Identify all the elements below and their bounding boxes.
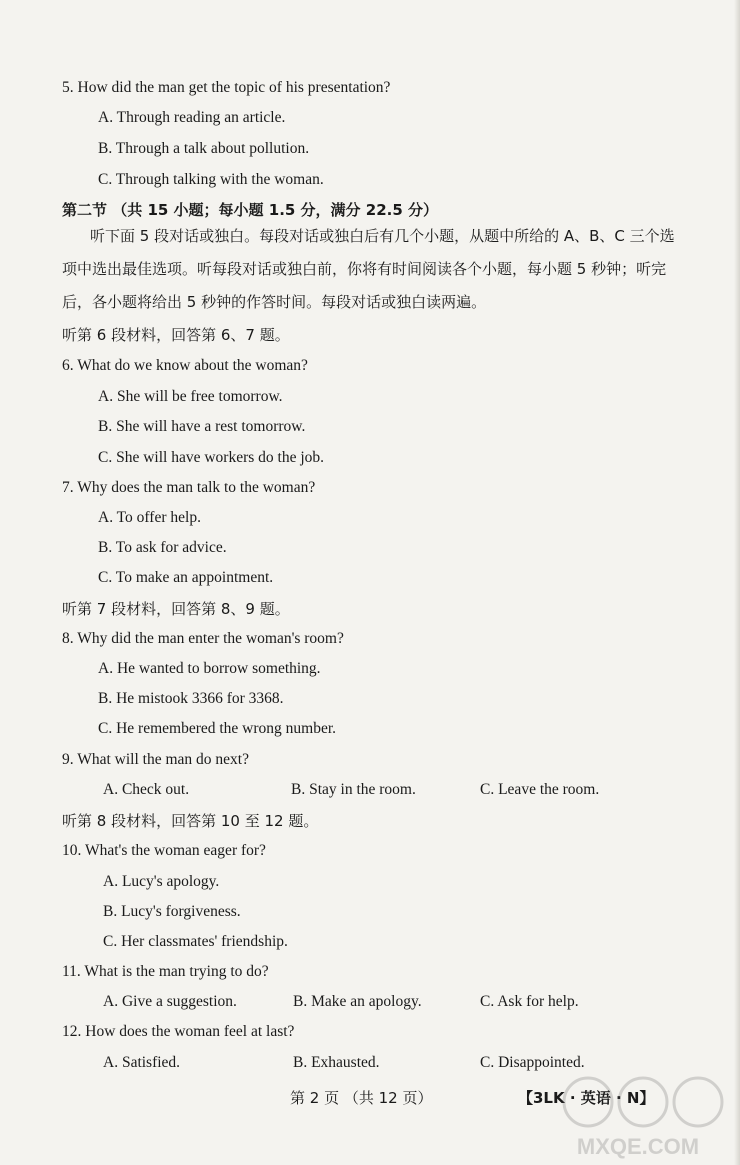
option-10c: C. Her classmates' friendship. xyxy=(103,933,288,950)
option-11c: C. Ask for help. xyxy=(480,993,579,1010)
option-9a: A. Check out. xyxy=(103,781,190,798)
option-6a: A. She will be free tomorrow. xyxy=(98,388,283,405)
question-12: 12. How does the woman feel at last? xyxy=(62,1023,295,1040)
question-9: 9. What will the man do next? xyxy=(62,751,249,768)
page-number: 第 2 页 （共 12 页） xyxy=(290,1089,433,1107)
option-9c: C. Leave the room. xyxy=(480,781,600,798)
question-11: 11. What is the man trying to do? xyxy=(62,963,269,980)
option-6b: B. She will have a rest tomorrow. xyxy=(98,418,306,435)
option-7a: A. To offer help. xyxy=(98,509,201,526)
option-6c: C. She will have workers do the job. xyxy=(98,449,325,466)
option-8b: B. He mistook 3366 for 3368. xyxy=(98,690,284,707)
option-5b: B. Through a talk about pollution. xyxy=(98,140,310,157)
option-8a: A. He wanted to borrow something. xyxy=(98,660,321,677)
option-10a: A. Lucy's apology. xyxy=(103,873,220,890)
option-11a: A. Give a suggestion. xyxy=(103,993,237,1010)
question-5: 5. How did the man get the topic of his presentation? xyxy=(62,79,391,96)
material-label-7: 听第 7 段材料，回答第 8、9 题。 xyxy=(62,600,290,618)
option-11b: B. Make an apology. xyxy=(293,993,422,1010)
question-6: 6. What do we know about the woman? xyxy=(62,357,308,374)
exam-code: 【3LK · 英语 · N】 xyxy=(518,1089,655,1107)
material-label-6: 听第 6 段材料，回答第 6、7 题。 xyxy=(62,326,290,344)
question-10: 10. What's the woman eager for? xyxy=(62,842,266,859)
question-7: 7. Why does the man talk to the woman? xyxy=(62,479,316,496)
page-edge-shadow xyxy=(734,0,740,1165)
option-12b: B. Exhausted. xyxy=(293,1054,380,1071)
option-10b: B. Lucy's forgiveness. xyxy=(103,903,241,920)
option-12a: A. Satisfied. xyxy=(103,1054,181,1071)
section-title: 第二节 （共 15 小题；每小题 1.5 分，满分 22.5 分） xyxy=(62,201,439,219)
option-5a: A. Through reading an article. xyxy=(98,109,286,126)
watermark-text: MXQE.COM xyxy=(576,1134,700,1159)
option-7c: C. To make an appointment. xyxy=(98,569,274,586)
option-7b: B. To ask for advice. xyxy=(98,539,227,556)
option-5c: C. Through talking with the woman. xyxy=(98,171,324,188)
question-8: 8. Why did the man enter the woman's room? xyxy=(62,630,344,647)
watermark-logo xyxy=(548,1072,728,1162)
material-label-8: 听第 8 段材料，回答第 10 至 12 题。 xyxy=(62,812,319,830)
option-9b: B. Stay in the room. xyxy=(291,781,416,798)
section-instructions: 听下面 5 段对话或独白。每段对话或独白后有几个小题，从题中所给的 A、B、C 三个选项中选出最佳选项。听每段对话或独白前，你将有时间阅读各个小题，每小题 5 秒钟；听完后，各小题将给出 5 秒钟的作答时间。每段对话或独白读两遍。 xyxy=(62,227,675,311)
option-12c: C. Disappointed. xyxy=(480,1054,585,1071)
option-8c: C. He remembered the wrong number. xyxy=(98,720,337,737)
